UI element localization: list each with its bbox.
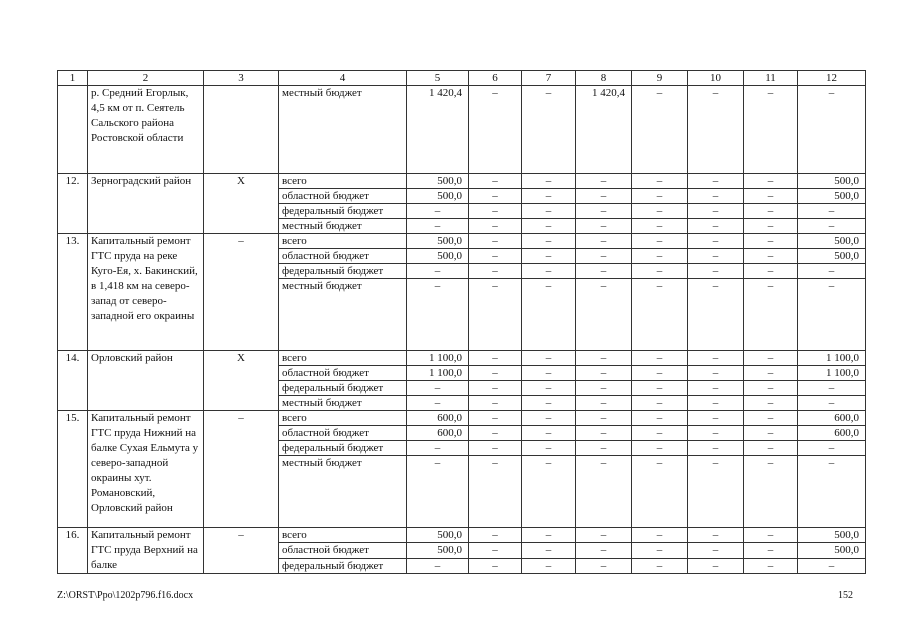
value-cell-v9: –	[632, 174, 688, 189]
value-cell-v12: 500,0	[798, 543, 866, 558]
object-name-cell: р. Средний Егорлык, 4,5 км от п. Сеятель Сальского района Ростовской области	[88, 86, 204, 174]
value-cell-v9: –	[632, 456, 688, 528]
column-number: 6	[469, 71, 522, 86]
value-cell-v10: –	[688, 204, 744, 219]
value-cell-v12: –	[798, 86, 866, 174]
value-cell-v5: –	[407, 396, 469, 411]
value-cell-v10: –	[688, 351, 744, 366]
value-cell-v10: –	[688, 189, 744, 204]
value-cell-v12: 500,0	[798, 189, 866, 204]
value-cell-v5: –	[407, 441, 469, 456]
value-cell-v8: –	[576, 366, 632, 381]
object-name-cell: Капитальный ремонт ГТС пруда на реке Куго-Ея, х. Бакинский, в 1,418 км на северо-запад от северо-западной его окраины	[88, 234, 204, 351]
value-cell-v12: –	[798, 381, 866, 396]
value-cell-v11: –	[744, 279, 798, 351]
value-cell-v5: 500,0	[407, 174, 469, 189]
value-cell-v12: 600,0	[798, 426, 866, 441]
value-cell-v9: –	[632, 411, 688, 426]
value-cell-v8: –	[576, 381, 632, 396]
value-cell-v12: 600,0	[798, 411, 866, 426]
value-cell-v5: –	[407, 219, 469, 234]
value-cell-v11: –	[744, 441, 798, 456]
budget-source-cell: всего	[279, 411, 407, 426]
value-cell-v9: –	[632, 86, 688, 174]
value-cell-v11: –	[744, 426, 798, 441]
table-row	[58, 411, 866, 426]
value-cell-v6: –	[469, 381, 522, 396]
value-cell-v5: –	[407, 456, 469, 528]
value-cell-v7: –	[522, 204, 576, 219]
value-cell-v6: –	[469, 396, 522, 411]
mark-cell	[204, 86, 279, 174]
value-cell-v7: –	[522, 189, 576, 204]
value-cell-v9: –	[632, 366, 688, 381]
row-number-cell	[58, 86, 88, 174]
value-cell-v10: –	[688, 219, 744, 234]
column-number: 9	[632, 71, 688, 86]
column-number: 4	[279, 71, 407, 86]
object-name-cell: Капитальный ремонт ГТС пруда Нижний на балке Сухая Ельмута у северо-западной окраины хут. Романовский, Орловский район	[88, 411, 204, 528]
value-cell-v11: –	[744, 189, 798, 204]
value-cell-v11: –	[744, 249, 798, 264]
value-cell-v10: –	[688, 86, 744, 174]
value-cell-v10: –	[688, 456, 744, 528]
value-cell-v10: –	[688, 174, 744, 189]
value-cell-v5: –	[407, 279, 469, 351]
value-cell-v8: –	[576, 264, 632, 279]
value-cell-v5: 500,0	[407, 543, 469, 558]
value-cell-v6: –	[469, 426, 522, 441]
value-cell-v7: –	[522, 528, 576, 543]
value-cell-v5: –	[407, 381, 469, 396]
budget-source-cell: местный бюджет	[279, 219, 407, 234]
value-cell-v12: –	[798, 456, 866, 528]
value-cell-v9: –	[632, 441, 688, 456]
value-cell-v11: –	[744, 543, 798, 558]
table-body	[58, 71, 866, 574]
value-cell-v12: 1 100,0	[798, 351, 866, 366]
value-cell-v7: –	[522, 456, 576, 528]
budget-source-cell: областной бюджет	[279, 543, 407, 558]
value-cell-v12: 500,0	[798, 249, 866, 264]
budget-source-cell: местный бюджет	[279, 456, 407, 528]
value-cell-v9: –	[632, 279, 688, 351]
value-cell-v8: –	[576, 279, 632, 351]
value-cell-v5: 500,0	[407, 528, 469, 543]
column-number: 8	[576, 71, 632, 86]
column-number: 2	[88, 71, 204, 86]
value-cell-v11: –	[744, 174, 798, 189]
table-row	[58, 86, 866, 174]
value-cell-v12: 500,0	[798, 528, 866, 543]
value-cell-v12: –	[798, 441, 866, 456]
value-cell-v8: –	[576, 441, 632, 456]
value-cell-v9: –	[632, 189, 688, 204]
value-cell-v10: –	[688, 441, 744, 456]
column-number-row	[58, 71, 866, 86]
object-name-cell: Орловский район	[88, 351, 204, 411]
value-cell-v6: –	[469, 204, 522, 219]
value-cell-v7: –	[522, 381, 576, 396]
value-cell-v8: 1 420,4	[576, 86, 632, 174]
value-cell-v8: –	[576, 543, 632, 558]
value-cell-v12: –	[798, 219, 866, 234]
budget-source-cell: областной бюджет	[279, 189, 407, 204]
value-cell-v10: –	[688, 396, 744, 411]
budget-source-cell: всего	[279, 351, 407, 366]
value-cell-v7: –	[522, 543, 576, 558]
value-cell-v6: –	[469, 456, 522, 528]
value-cell-v7: –	[522, 411, 576, 426]
table-row	[58, 174, 866, 189]
budget-source-cell: всего	[279, 234, 407, 249]
column-number: 7	[522, 71, 576, 86]
value-cell-v8: –	[576, 219, 632, 234]
row-number-cell: 15.	[58, 411, 88, 528]
budget-source-cell: местный бюджет	[279, 279, 407, 351]
value-cell-v9: –	[632, 426, 688, 441]
value-cell-v7: –	[522, 366, 576, 381]
value-cell-v5: –	[407, 204, 469, 219]
value-cell-v8: –	[576, 396, 632, 411]
value-cell-v6: –	[469, 264, 522, 279]
value-cell-v11: –	[744, 456, 798, 528]
column-number: 5	[407, 71, 469, 86]
value-cell-v9: –	[632, 396, 688, 411]
value-cell-v8: –	[576, 456, 632, 528]
budget-source-cell: федеральный бюджет	[279, 441, 407, 456]
value-cell-v11: –	[744, 264, 798, 279]
budget-source-cell: областной бюджет	[279, 249, 407, 264]
value-cell-v12: –	[798, 396, 866, 411]
value-cell-v9: –	[632, 264, 688, 279]
row-number-cell: 16.	[58, 528, 88, 574]
value-cell-v9: –	[632, 351, 688, 366]
value-cell-v9: –	[632, 234, 688, 249]
value-cell-v5: 500,0	[407, 189, 469, 204]
budget-table	[57, 70, 866, 574]
value-cell-v8: –	[576, 249, 632, 264]
value-cell-v8: –	[576, 234, 632, 249]
value-cell-v5: –	[407, 558, 469, 573]
value-cell-v6: –	[469, 351, 522, 366]
budget-source-cell: всего	[279, 174, 407, 189]
value-cell-v6: –	[469, 249, 522, 264]
value-cell-v9: –	[632, 543, 688, 558]
value-cell-v5: 600,0	[407, 411, 469, 426]
value-cell-v11: –	[744, 351, 798, 366]
value-cell-v11: –	[744, 411, 798, 426]
value-cell-v11: –	[744, 219, 798, 234]
value-cell-v9: –	[632, 219, 688, 234]
value-cell-v12: 1 100,0	[798, 366, 866, 381]
budget-source-cell: федеральный бюджет	[279, 204, 407, 219]
budget-source-cell: всего	[279, 528, 407, 543]
value-cell-v10: –	[688, 279, 744, 351]
column-number: 12	[798, 71, 866, 86]
value-cell-v7: –	[522, 249, 576, 264]
column-number: 10	[688, 71, 744, 86]
mark-cell: Х	[204, 351, 279, 411]
value-cell-v6: –	[469, 528, 522, 543]
table-row	[58, 351, 866, 366]
value-cell-v12: –	[798, 264, 866, 279]
value-cell-v6: –	[469, 366, 522, 381]
mark-cell: –	[204, 411, 279, 528]
value-cell-v11: –	[744, 381, 798, 396]
value-cell-v12: –	[798, 558, 866, 573]
value-cell-v7: –	[522, 279, 576, 351]
value-cell-v7: –	[522, 351, 576, 366]
value-cell-v8: –	[576, 528, 632, 543]
budget-source-cell: федеральный бюджет	[279, 558, 407, 573]
mark-cell: –	[204, 234, 279, 351]
value-cell-v7: –	[522, 234, 576, 249]
value-cell-v5: –	[407, 264, 469, 279]
value-cell-v10: –	[688, 558, 744, 573]
column-number: 3	[204, 71, 279, 86]
column-number: 1	[58, 71, 88, 86]
row-number-cell: 12.	[58, 174, 88, 234]
value-cell-v6: –	[469, 219, 522, 234]
value-cell-v11: –	[744, 204, 798, 219]
value-cell-v7: –	[522, 219, 576, 234]
value-cell-v10: –	[688, 234, 744, 249]
value-cell-v8: –	[576, 174, 632, 189]
value-cell-v12: –	[798, 204, 866, 219]
value-cell-v10: –	[688, 366, 744, 381]
value-cell-v5: 1 100,0	[407, 351, 469, 366]
value-cell-v12: 500,0	[798, 174, 866, 189]
value-cell-v10: –	[688, 249, 744, 264]
value-cell-v6: –	[469, 234, 522, 249]
budget-source-cell: федеральный бюджет	[279, 381, 407, 396]
value-cell-v9: –	[632, 204, 688, 219]
mark-cell: –	[204, 528, 279, 574]
value-cell-v8: –	[576, 411, 632, 426]
value-cell-v5: 500,0	[407, 249, 469, 264]
value-cell-v8: –	[576, 558, 632, 573]
value-cell-v6: –	[469, 411, 522, 426]
value-cell-v5: 1 100,0	[407, 366, 469, 381]
value-cell-v6: –	[469, 558, 522, 573]
value-cell-v6: –	[469, 279, 522, 351]
value-cell-v8: –	[576, 204, 632, 219]
value-cell-v5: 1 420,4	[407, 86, 469, 174]
value-cell-v6: –	[469, 543, 522, 558]
value-cell-v8: –	[576, 351, 632, 366]
mark-cell: Х	[204, 174, 279, 234]
footer-file-path: Z:\ORST\Ppo\1202p796.f16.docx	[57, 590, 194, 601]
table-row	[58, 528, 866, 543]
value-cell-v8: –	[576, 426, 632, 441]
object-name-cell: Капитальный ремонт ГТС пруда Верхний на балке	[88, 528, 204, 574]
value-cell-v10: –	[688, 528, 744, 543]
value-cell-v7: –	[522, 174, 576, 189]
value-cell-v6: –	[469, 441, 522, 456]
budget-source-cell: областной бюджет	[279, 366, 407, 381]
value-cell-v11: –	[744, 396, 798, 411]
value-cell-v7: –	[522, 426, 576, 441]
value-cell-v9: –	[632, 249, 688, 264]
value-cell-v7: –	[522, 86, 576, 174]
column-number: 11	[744, 71, 798, 86]
value-cell-v7: –	[522, 264, 576, 279]
value-cell-v11: –	[744, 528, 798, 543]
row-number-cell: 14.	[58, 351, 88, 411]
footer-page-number: 152	[838, 590, 853, 601]
budget-source-cell: местный бюджет	[279, 86, 407, 174]
value-cell-v11: –	[744, 86, 798, 174]
value-cell-v11: –	[744, 558, 798, 573]
object-name-cell: Зерноградский район	[88, 174, 204, 234]
value-cell-v8: –	[576, 189, 632, 204]
value-cell-v12: –	[798, 279, 866, 351]
value-cell-v7: –	[522, 396, 576, 411]
value-cell-v10: –	[688, 381, 744, 396]
row-number-cell: 13.	[58, 234, 88, 351]
value-cell-v11: –	[744, 234, 798, 249]
table-row	[58, 234, 866, 249]
value-cell-v6: –	[469, 174, 522, 189]
value-cell-v10: –	[688, 543, 744, 558]
value-cell-v11: –	[744, 366, 798, 381]
value-cell-v5: 500,0	[407, 234, 469, 249]
budget-source-cell: федеральный бюджет	[279, 264, 407, 279]
value-cell-v9: –	[632, 381, 688, 396]
value-cell-v10: –	[688, 264, 744, 279]
value-cell-v7: –	[522, 558, 576, 573]
value-cell-v5: 600,0	[407, 426, 469, 441]
value-cell-v10: –	[688, 411, 744, 426]
value-cell-v6: –	[469, 86, 522, 174]
value-cell-v7: –	[522, 441, 576, 456]
value-cell-v12: 500,0	[798, 234, 866, 249]
value-cell-v9: –	[632, 528, 688, 543]
value-cell-v6: –	[469, 189, 522, 204]
value-cell-v9: –	[632, 558, 688, 573]
budget-source-cell: местный бюджет	[279, 396, 407, 411]
budget-source-cell: областной бюджет	[279, 426, 407, 441]
value-cell-v10: –	[688, 426, 744, 441]
